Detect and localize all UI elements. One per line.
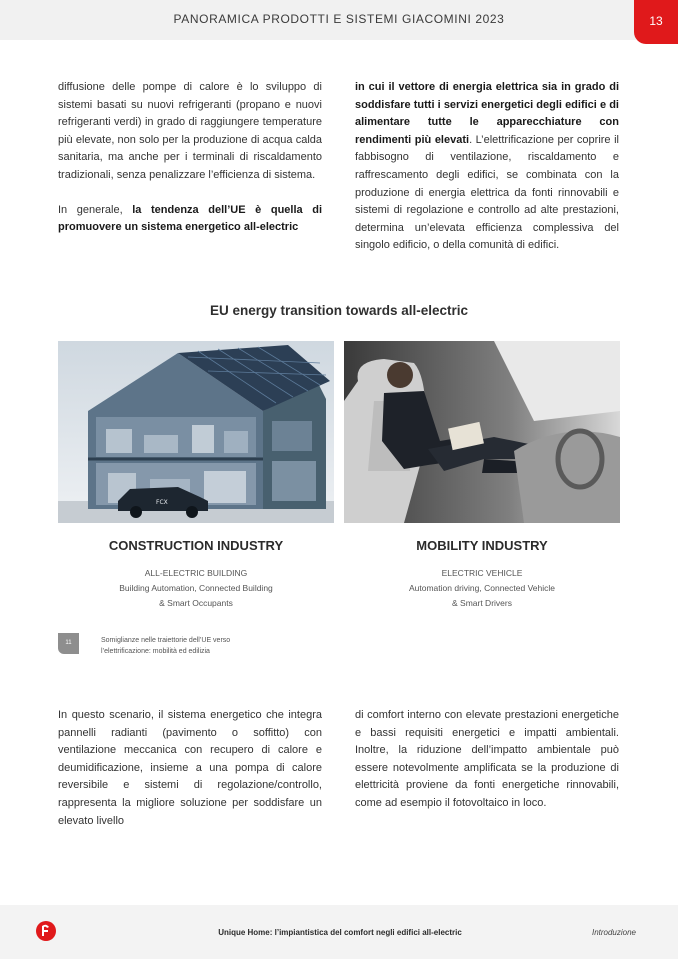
bold-text: la tendenza dell’UE è quella di promuovere un sistema energetico all-electric — [58, 203, 323, 234]
caption-line: ELECTRIC VEHICLE — [441, 568, 523, 578]
construction-industry-subtitle — [58, 566, 334, 611]
text-run: . L’elettrificazione per coprire il fabbisogno di ventilazione, riscaldamento e raffrescamento degli edifici, se combinata con la produzione di energia elettrica da fonti rinnovabili e sistemi di regolazione e controllo ad alte prestazioni, determina un’elevata efficienza complessiva del singolo edificio, o della comunità di edifici. — [355, 133, 619, 252]
paragraph — [355, 79, 619, 255]
caption-line: ALL-ELECTRIC BUILDING — [144, 568, 248, 578]
paragraph — [58, 202, 322, 237]
caption-line: Building Automation, Connected Building — [119, 583, 273, 593]
car-plate-label: FCX — [156, 499, 168, 506]
autonomous-car-interior-image — [344, 341, 620, 523]
caption-line: & Smart Occupants — [159, 598, 233, 608]
figure-caption — [101, 635, 301, 657]
page-footer — [0, 905, 678, 959]
paragraph: diffusione delle pompe di calore è lo sviluppo di sistemi basati su nuovi refrigeranti (propano e nuovi refrigeranti verdi) in grado di raggiungere temperature più elevate, non solo per la produzione di acqua calda sanitaria, ma anche per i terminali di riscaldamento tradizionali, senza penalizzare l’efficienza di sistema. — [58, 81, 322, 181]
footer-publication-title: Unique Home: l’impiantistica del comfort negli edifici all-electric — [218, 928, 462, 937]
page-number: 13 — [649, 14, 663, 28]
bottom-left-column — [58, 707, 322, 830]
mobility-industry-title: MOBILITY INDUSTRY — [416, 538, 548, 553]
construction-industry-title: CONSTRUCTION INDUSTRY — [108, 538, 284, 553]
page-number-tab — [634, 0, 678, 44]
top-left-column — [58, 79, 322, 237]
footer-section-name: Introduzione — [591, 928, 636, 937]
text-run: In generale, — [58, 203, 133, 216]
paragraph: In questo scenario, il sistema energetico che integra pannelli radianti (pavimento o soffitto) con ventilazione meccanica con recupero di calore e deumidificazione, insieme a una pompa di calore reversibile e sistemi di regolazione/controllo, rappresenta la migliore soluzione per soddisfare un elevato livello — [58, 709, 322, 827]
header-title: PANORAMICA PRODOTTI E SISTEMI GIACOMINI 2023 — [173, 12, 505, 26]
top-right-column — [355, 79, 619, 255]
figure-caption-line: l’elettrificazione: mobilità ed edilizia — [101, 648, 210, 655]
mobility-industry-subtitle — [344, 566, 620, 611]
figure-number-badge: 11 — [58, 633, 79, 654]
giacomini-logo-icon — [36, 921, 56, 941]
figure-caption-line: Somiglianze nelle traiettorie dell’UE verso — [101, 637, 231, 644]
page-header — [0, 0, 678, 40]
bottom-right-column — [355, 707, 619, 813]
caption-line: Automation driving, Connected Vehicle — [408, 583, 555, 593]
bold-text: in cui il vettore di energia elettrica sia in grado di soddisfare tutti i servizi energetici degli edifici e di alimentare tutte le apparecchiature con rendimenti più elevati — [355, 81, 619, 146]
house-cutaway-image — [58, 341, 334, 523]
caption-line: & Smart Drivers — [452, 598, 512, 608]
figure-title: EU energy transition towards all-electric — [209, 303, 469, 318]
paragraph: di comfort interno con elevate prestazioni energetiche e bassi requisiti energetici e impatti ambientali. Inoltre, la riduzione dell’impatto ambientale può essere notevolmente amplificata se la produzione di elettricità proviene da fonti energetiche rinnovabili, come ad esempio il fotovoltaico in loco. — [355, 709, 619, 809]
